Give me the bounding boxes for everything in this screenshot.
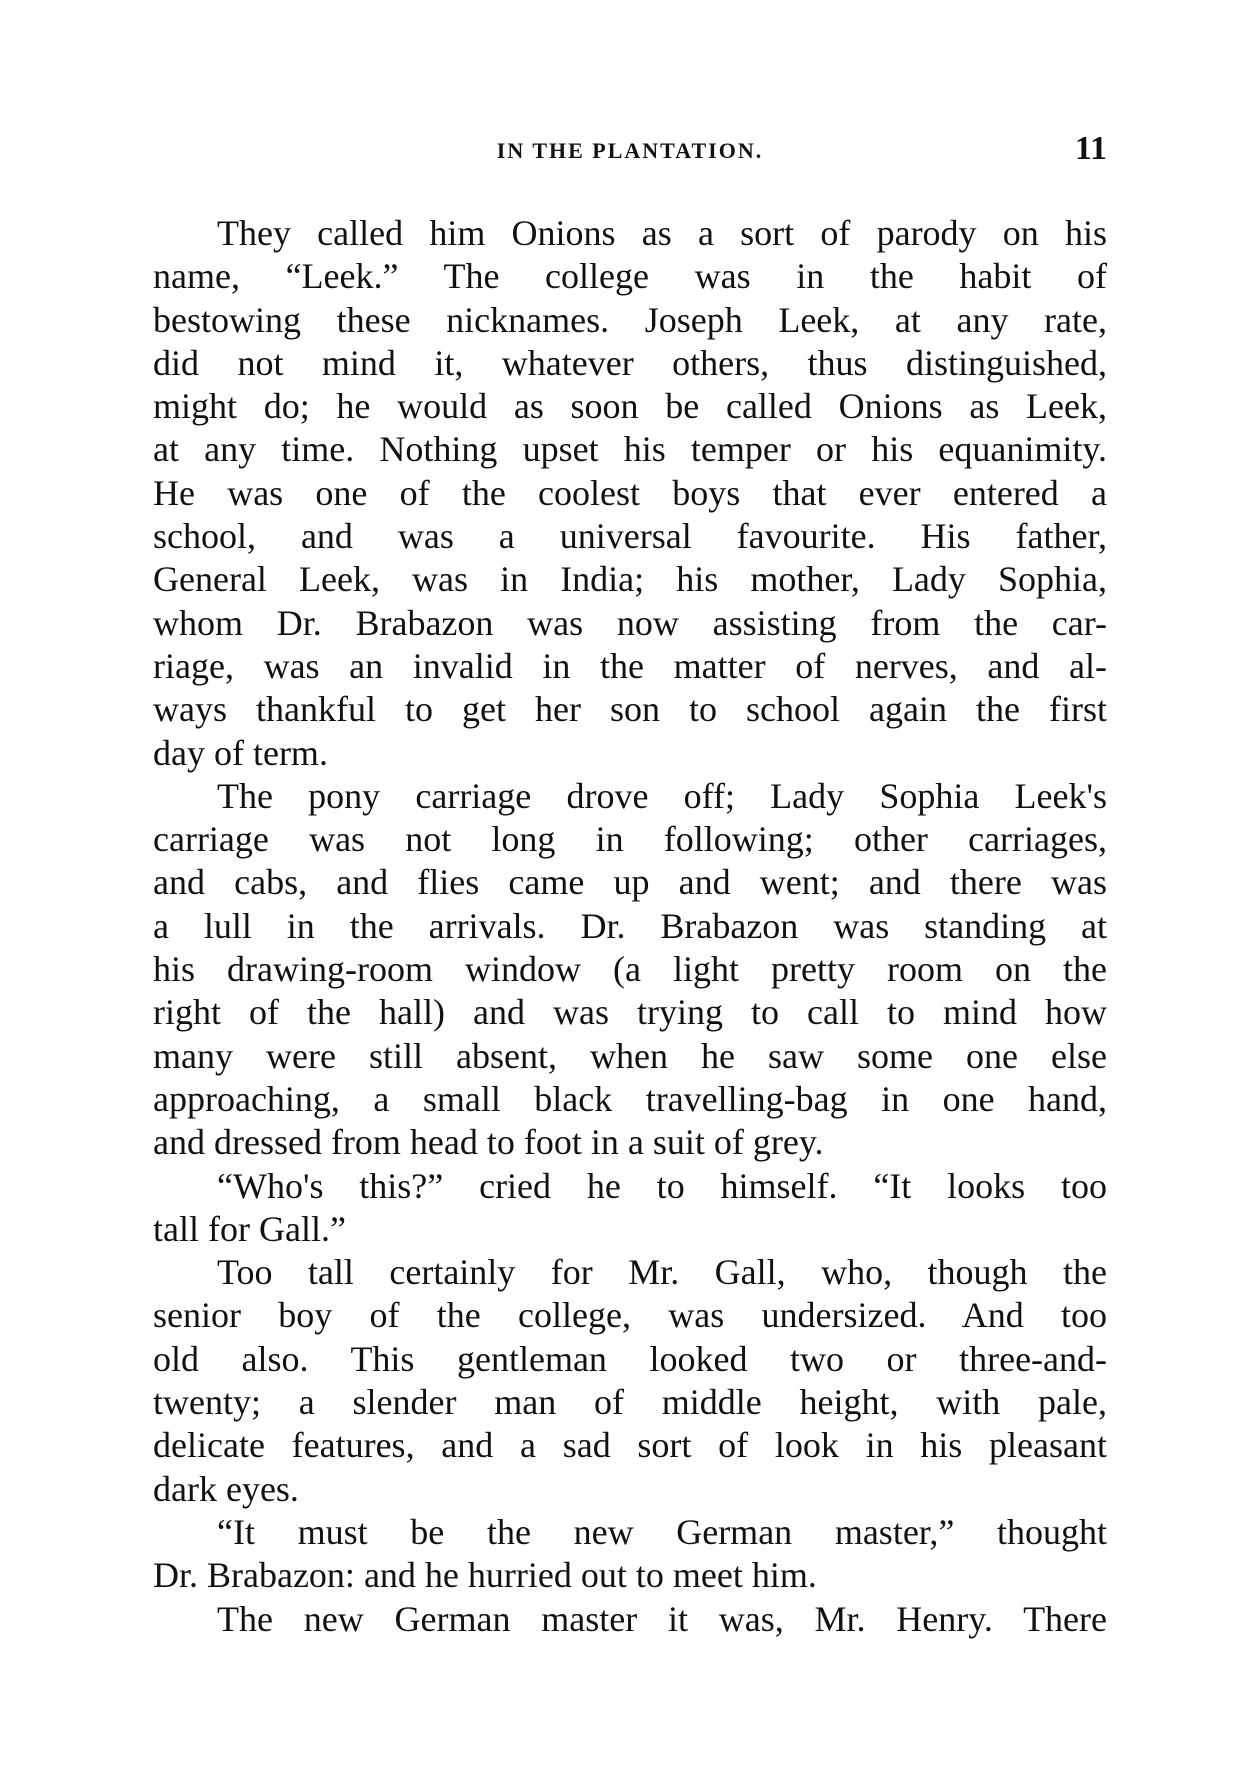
text-line: twenty; a slender man of middle height, with pale,: [153, 1382, 1107, 1423]
text-line: at any time. Nothing upset his temper or his equanimity.: [153, 429, 1107, 470]
text-line: Too tall certainly for Mr. Gall, who, though the: [217, 1252, 1107, 1293]
text-line: and cabs, and flies came up and went; and there was: [153, 862, 1107, 903]
text-line: “Who's this?” cried he to himself. “It looks too: [217, 1165, 1107, 1206]
text-line: Dr. Brabazon: and he hurried out to meet him.: [153, 1555, 817, 1596]
text-line: He was one of the coolest boys that ever entered a: [153, 472, 1107, 513]
text-line: name, “Leek.” The college was in the habit of: [153, 256, 1107, 297]
text-line: General Leek, was in India; his mother, Lady Sophia,: [153, 559, 1107, 600]
text-line: approaching, a small black travelling-bag in one hand,: [153, 1078, 1107, 1119]
text-line: whom Dr. Brabazon was now assisting from the car-: [153, 602, 1107, 643]
text-line: tall for Gall.”: [153, 1208, 346, 1249]
text-line: senior boy of the college, was undersized. And too: [153, 1295, 1107, 1336]
text-line: school, and was a universal favourite. His father,: [153, 516, 1107, 557]
text-line: did not mind it, whatever others, thus distinguished,: [153, 342, 1107, 383]
text-line: might do; he would as soon be called Onions as Leek,: [153, 386, 1107, 427]
text-line: The pony carriage drove off; Lady Sophia Leek's: [217, 775, 1107, 816]
text-line: riage, was an invalid in the matter of nerves, and al-: [153, 645, 1107, 686]
text-line: day of term.: [153, 732, 328, 773]
text-line: The new German master it was, Mr. Henry. There: [217, 1598, 1107, 1639]
text-line: right of the hall) and was trying to call to mind how: [153, 992, 1107, 1033]
text-line: delicate features, and a sad sort of look in his pleasant: [153, 1425, 1107, 1466]
text-line: “It must be the new German master,” thought: [217, 1511, 1107, 1552]
text-line: They called him Onions as a sort of parody on his: [217, 213, 1107, 253]
text-line: carriage was not long in following; other carriages,: [153, 819, 1107, 860]
text-line: his drawing-room window (a light pretty room on the: [153, 949, 1107, 990]
text-line: many were still absent, when he saw some one else: [153, 1035, 1107, 1076]
text-line: ways thankful to get her son to school again the first: [153, 689, 1107, 730]
text-line: and dressed from head to foot in a suit of grey.: [153, 1122, 824, 1163]
running-title: IN THE PLANTATION.: [496, 138, 764, 163]
body-text: [153, 212, 1107, 1641]
text-line: old also. This gentleman looked two or three-and-: [153, 1338, 1107, 1379]
text-line: bestowing these nicknames. Joseph Leek, at any rate,: [153, 299, 1107, 340]
page-number: 11: [1074, 130, 1107, 167]
running-head: [153, 132, 1107, 172]
text-line: a lull in the arrivals. Dr. Brabazon was standing at: [153, 905, 1107, 946]
text-line: dark eyes.: [153, 1468, 299, 1509]
